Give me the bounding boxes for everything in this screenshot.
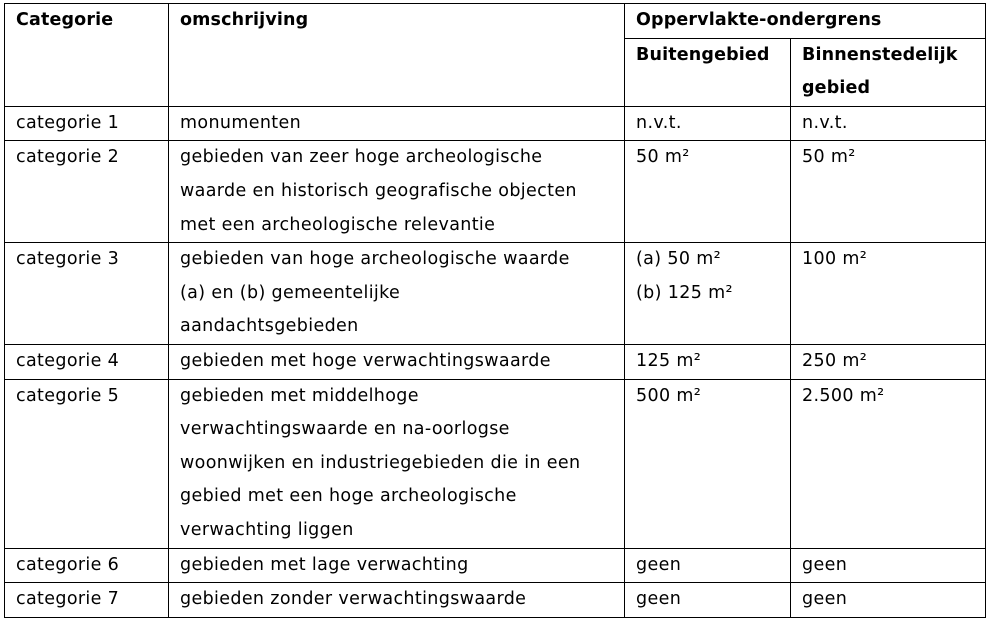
description-line: gebied met een hoge archeologische [180,486,517,507]
rural-threshold-line: 500 m² [636,385,702,406]
urban-threshold-cell: geen [791,548,986,583]
description-cell [169,583,625,618]
rural-threshold-cell [625,106,791,141]
urban-threshold-cell: n.v.t. [791,106,986,141]
archaeology-category-table [4,3,986,618]
rural-threshold-line: (b) 125 m² [636,282,733,303]
category-cell: categorie 4 [5,344,169,379]
rural-threshold-line: 125 m² [636,350,702,371]
description-line: verwachting liggen [180,519,354,540]
description-line: (a) en (b) gemeentelijke [180,282,401,303]
description-cell [169,344,625,379]
description-line: gebieden van zeer hoge archeologische [180,147,543,168]
description-cell [169,548,625,583]
rural-threshold-line: 50 m² [636,147,690,168]
table-row [5,141,986,243]
category-cell: categorie 2 [5,141,169,243]
description-cell [169,106,625,141]
description-line: gebieden zonder verwachtingswaarde [180,589,527,610]
header-rural: Buitengebied [625,38,791,106]
rural-threshold-cell [625,379,791,548]
rural-threshold-line: geen [636,589,682,610]
rural-threshold-cell [625,344,791,379]
header-threshold-group: Oppervlakte-ondergrens [625,4,986,39]
header-urban-line: Binnenstedelijk [802,44,958,65]
description-line: gebieden van hoge archeologische waarde [180,249,570,270]
category-cell: categorie 5 [5,379,169,548]
description-line: woonwijken en industriegebieden die in een [180,452,581,473]
description-cell [169,379,625,548]
table-row [5,106,986,141]
rural-threshold-cell [625,141,791,243]
description-line: aandachtsgebieden [180,316,359,337]
table-row [5,243,986,345]
urban-threshold-cell: geen [791,583,986,618]
header-urban [791,38,986,106]
description-line: monumenten [180,112,302,133]
urban-threshold-cell: 250 m² [791,344,986,379]
rural-threshold-line: n.v.t. [636,112,682,133]
header-category: Categorie [5,4,169,107]
category-cell: categorie 6 [5,548,169,583]
category-cell: categorie 3 [5,243,169,345]
table-row [5,344,986,379]
urban-threshold-cell: 2.500 m² [791,379,986,548]
rural-threshold-line: geen [636,554,682,575]
header-row-1 [5,4,986,39]
header-description: omschrijving [169,4,625,107]
rural-threshold-cell [625,243,791,345]
rural-threshold-cell [625,583,791,618]
header-urban-line: gebied [802,78,871,99]
urban-threshold-cell: 100 m² [791,243,986,345]
table-row [5,379,986,548]
description-line: verwachtingswaarde en na-oorlogse [180,419,510,440]
category-cell: categorie 7 [5,583,169,618]
description-line: met een archeologische relevantie [180,214,496,235]
urban-threshold-cell: 50 m² [791,141,986,243]
rural-threshold-line: (a) 50 m² [636,249,721,270]
description-line: gebieden met hoge verwachtingswaarde [180,350,551,371]
description-line: gebieden met middelhoge [180,385,419,406]
rural-threshold-cell [625,548,791,583]
table-body [5,106,986,617]
description-cell [169,141,625,243]
table-row [5,583,986,618]
category-cell: categorie 1 [5,106,169,141]
description-line: gebieden met lage verwachting [180,554,469,575]
description-cell [169,243,625,345]
description-line: waarde en historisch geografische objecten [180,180,577,201]
table-row [5,548,986,583]
